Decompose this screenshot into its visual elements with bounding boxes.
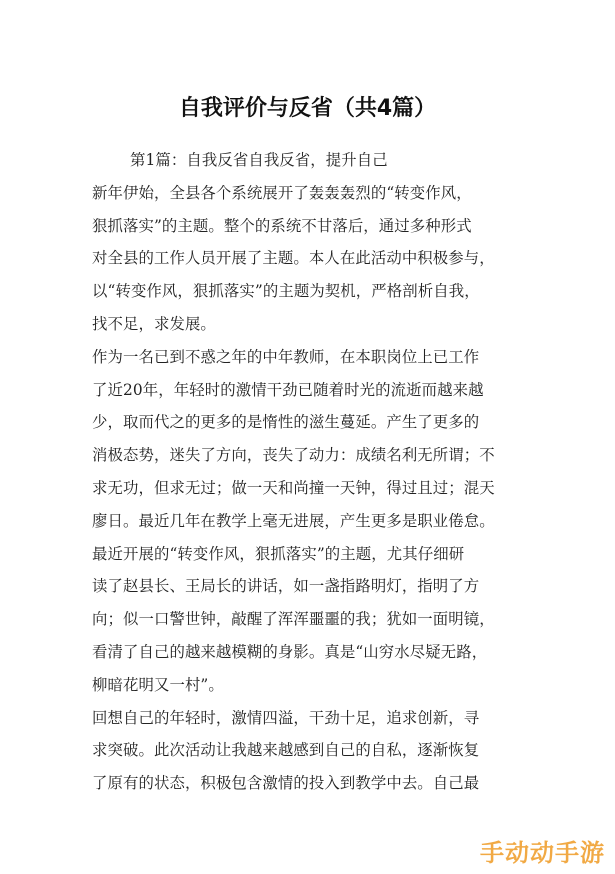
text-line: 读了赵县长、王局长的讲话，如一盏指路明灯，指明了方 — [92, 577, 480, 596]
document-title: 自我评价与反省（共4篇） — [178, 96, 437, 121]
text-line: 狠抓落实”的主题。整个的系统不甘落后，通过多种形式 — [92, 216, 472, 235]
text-line: 求无功，但求无过；做一天和尚撞一天钟，得过且过；混天 — [92, 478, 495, 497]
section-heading: 第1篇：自我反省自我反省，提升自己 — [130, 151, 388, 169]
text-line: 廖日。最近几年在教学上毫无进展，产生更多是职业倦怠。 — [92, 511, 495, 530]
text-line: 了近20年，年轻时的激情干劲已随着时光的流逝而越来越 — [92, 380, 484, 399]
text-line: 回想自己的年轻时，激情四溢，干劲十足，追求创新，寻 — [92, 708, 480, 727]
text-line: 看清了自己的越来越模糊的身影。真是“山穷水尽疑无路， — [92, 642, 488, 661]
text-line: 求突破。此次活动让我越来越感到自己的自私，逐渐恢复 — [92, 741, 480, 760]
text-line: 少，取而代之的更多的是惰性的滋生蔓延。产生了更多的 — [92, 413, 480, 432]
document-body — [92, 144, 522, 800]
text-line: 消极态势，迷失了方向，丧失了动力：成绩名利无所谓；不 — [92, 446, 495, 465]
text-line: 向；似一口警世钟，敲醒了浑浑噩噩的我；犹如一面明镜， — [92, 610, 495, 629]
site-watermark: 手动动手游 — [480, 839, 605, 867]
text-line: 对全县的工作人员开展了主题。本人在此活动中积极参与， — [92, 249, 495, 268]
text-line: 以“转变作风，狠抓落实”的主题为契机，严格剖析自我， — [92, 282, 480, 301]
text-line: 找不足，求发展。 — [92, 314, 216, 333]
text-line: 最近开展的“转变作风，狠抓落实”的主题，尤其仔细研 — [92, 544, 465, 563]
text-line: 新年伊始，全县各个系统展开了轰轰轰烈的“转变作风， — [92, 183, 472, 202]
text-line: 作为一名已到不惑之年的中年教师，在本职岗位上已工作 — [92, 347, 480, 366]
text-line: 了原有的状态，积极包含激情的投入到教学中去。自己最 — [92, 774, 480, 793]
text-line: 柳暗花明又一村”。 — [92, 675, 224, 694]
